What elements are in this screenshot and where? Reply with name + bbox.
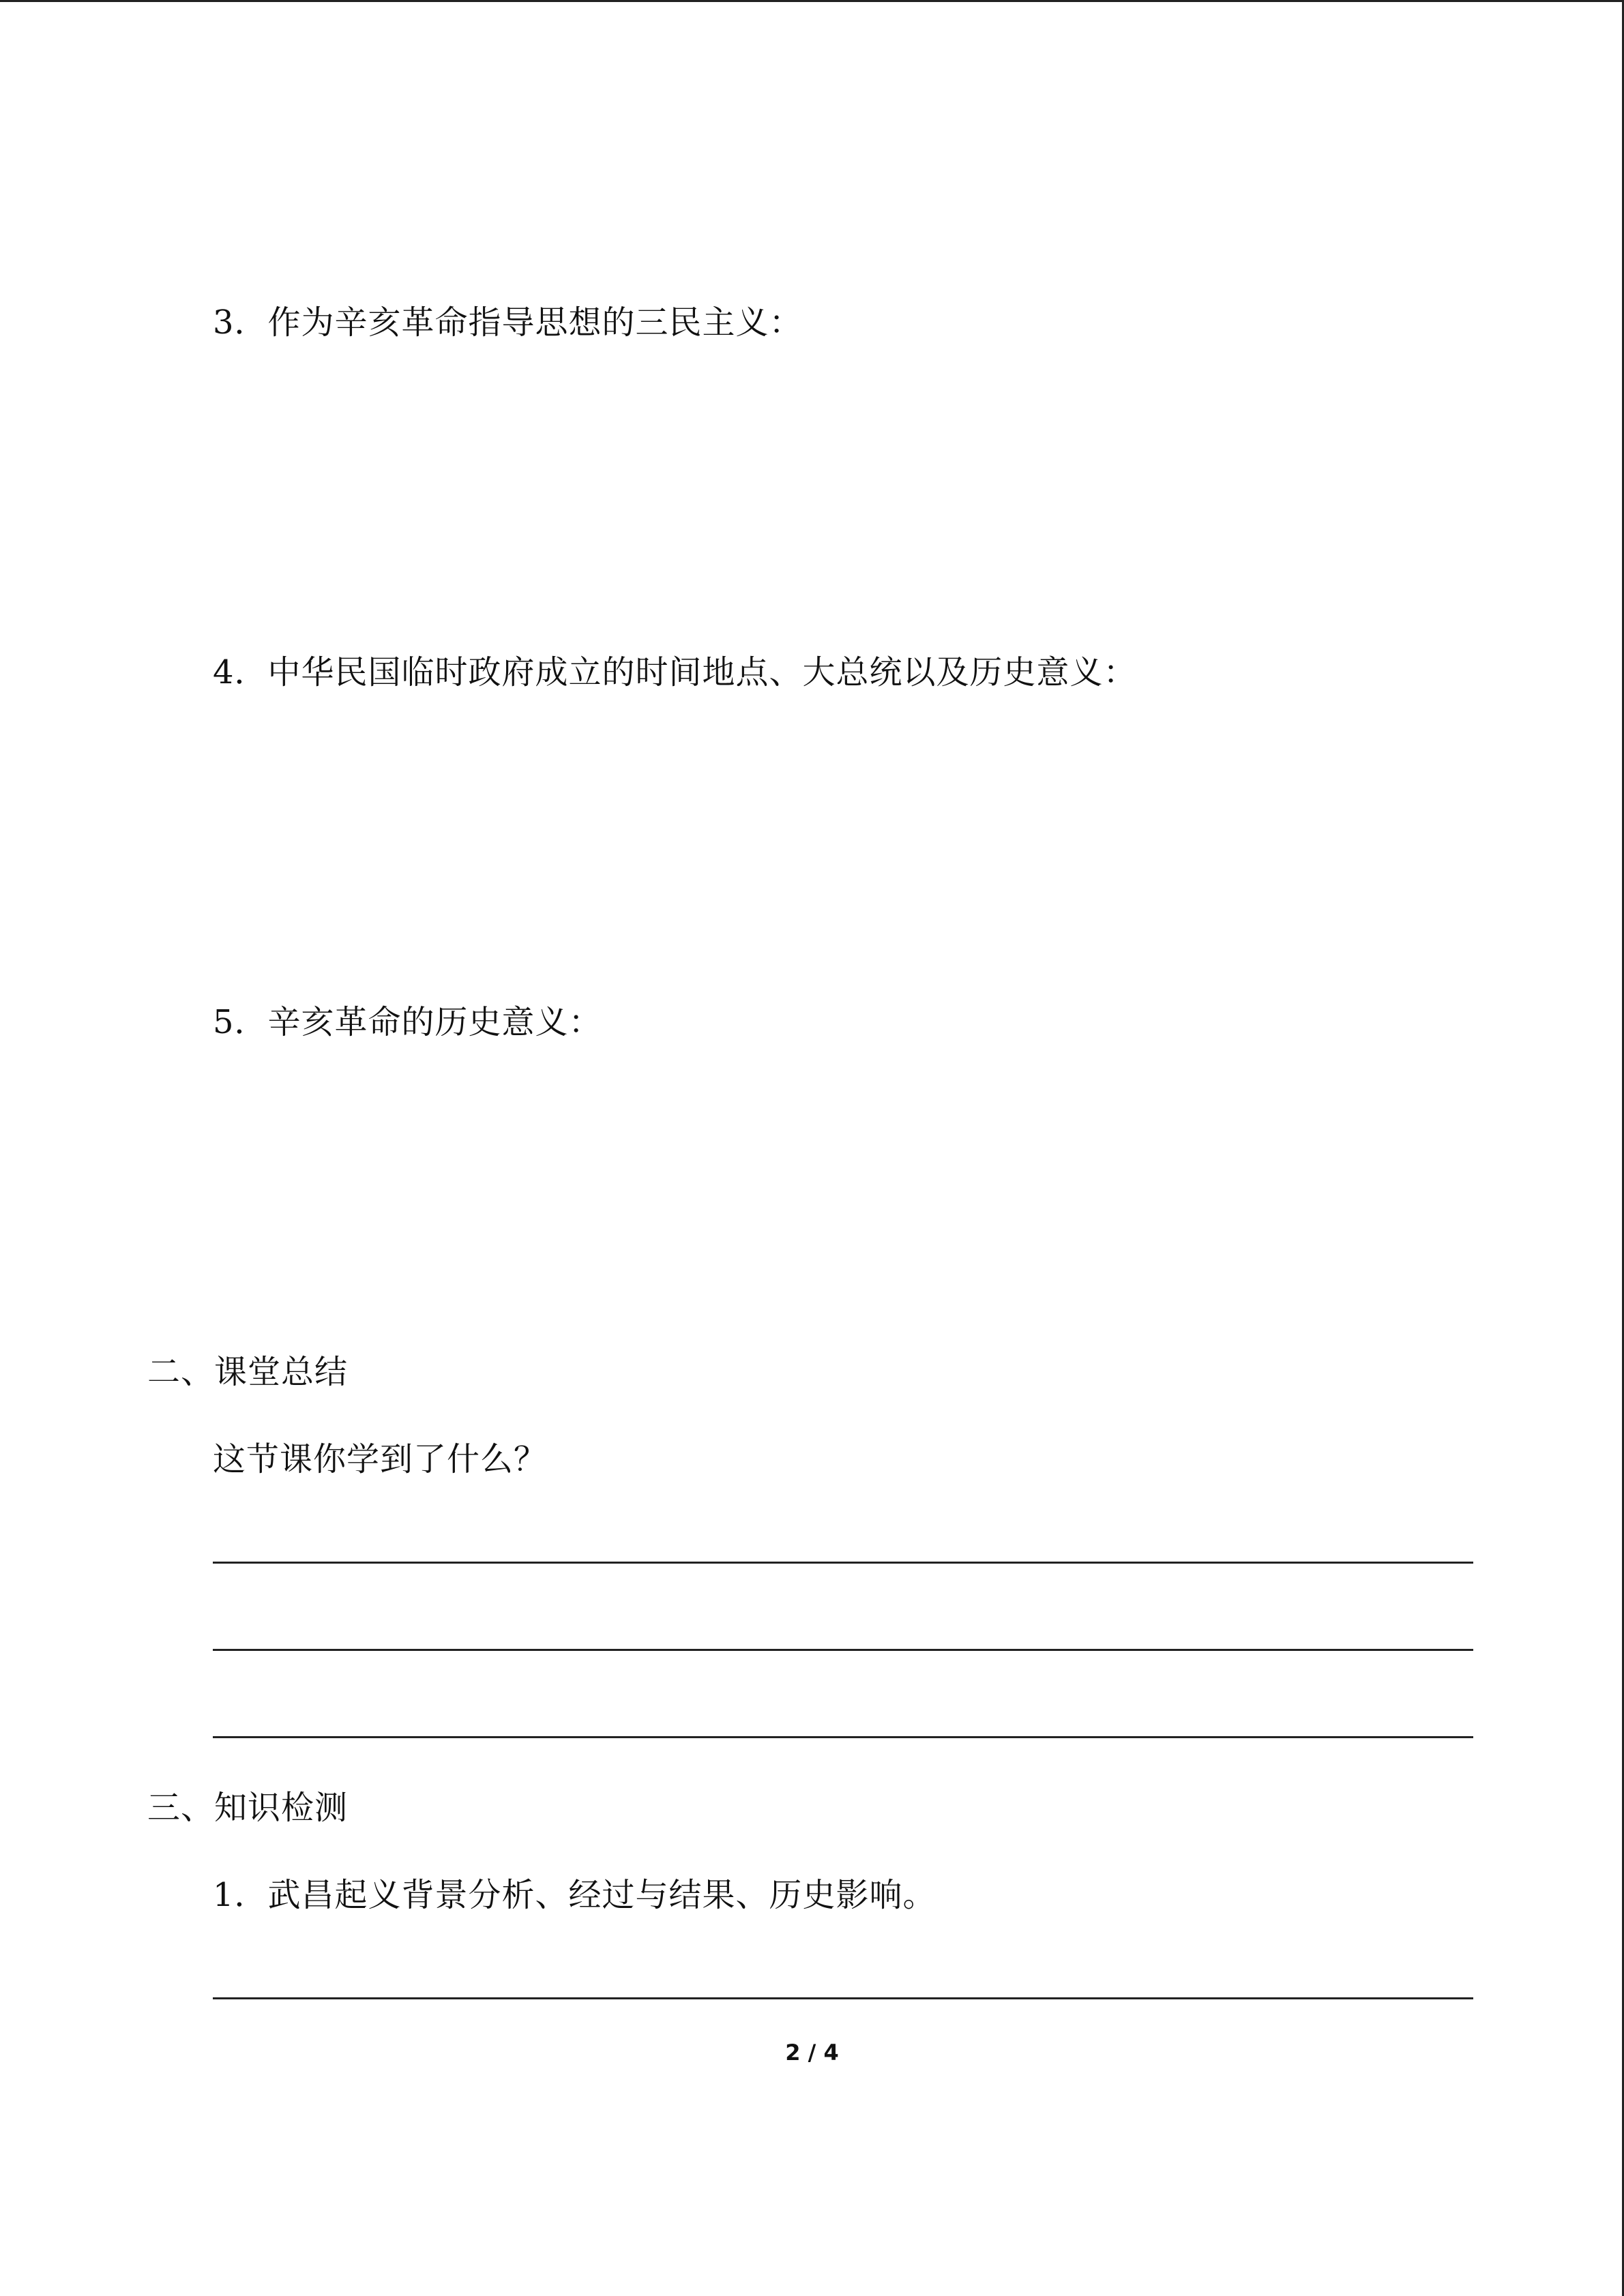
- page-number: 2 / 4: [785, 2040, 839, 2066]
- answer-line[interactable]: [213, 1736, 1473, 1738]
- question-item-3: [213, 302, 803, 343]
- answer-line[interactable]: [213, 1997, 1473, 1999]
- question-number: 3．: [213, 303, 268, 342]
- question-text: 武昌起义背景分析、经过与结果、历史影响。: [267, 1876, 936, 1914]
- question-number: 4．: [213, 653, 268, 691]
- question-number: 5．: [213, 1003, 268, 1041]
- question-number: 1．: [213, 1876, 268, 1914]
- question-text: 中华民国临时政府成立的时间地点、大总统以及历史意义：: [267, 653, 1137, 691]
- question-text: 辛亥革命的历史意义：: [267, 1003, 602, 1041]
- question-text: 作为辛亥革命指导思想的三民主义：: [267, 303, 803, 342]
- question-item-5: [213, 1002, 602, 1043]
- section-heading-test: 三、知识检测: [147, 1789, 349, 1827]
- answer-line[interactable]: [213, 1562, 1473, 1564]
- question-item-4: [213, 652, 1137, 693]
- summary-prompt: 这节课你学到了什么？: [213, 1440, 548, 1478]
- test-question-1: [213, 1875, 936, 1915]
- answer-line[interactable]: [213, 1649, 1473, 1651]
- section-heading-summary: 二、课堂总结: [147, 1353, 349, 1391]
